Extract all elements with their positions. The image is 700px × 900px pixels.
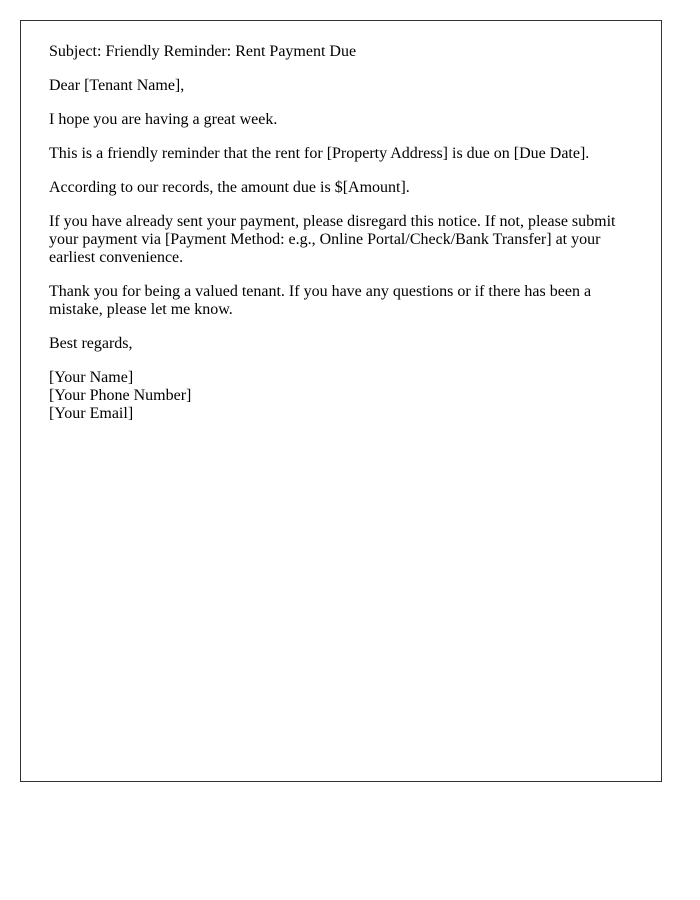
paragraph-amount: According to our records, the amount due is $[Amount]. xyxy=(49,179,410,196)
subject-line: Subject: Friendly Reminder: Rent Payment Due xyxy=(49,43,357,60)
letter-container xyxy=(20,20,662,782)
closing: Best regards, xyxy=(49,335,133,352)
paragraph-opening: I hope you are having a great week. xyxy=(49,111,278,128)
signature-name: [Your Name] xyxy=(49,369,134,386)
signature-phone: [Your Phone Number] xyxy=(49,387,192,404)
greeting: Dear [Tenant Name], xyxy=(49,77,185,94)
signature-email: [Your Email] xyxy=(49,405,134,422)
signature-block xyxy=(49,369,633,423)
paragraph-thanks: Thank you for being a valued tenant. If you have any questions or if there has been a mistake, please let me know. xyxy=(49,283,592,318)
letter-body xyxy=(21,21,661,423)
paragraph-reminder: This is a friendly reminder that the rent for [Property Address] is due on [Due Date]. xyxy=(49,145,590,162)
paragraph-payment-instructions: If you have already sent your payment, please disregard this notice. If not, please submit your payment via [Payment Method: e.g., Online Portal/Check/Bank Transfer] at your earliest convenience. xyxy=(49,213,616,266)
